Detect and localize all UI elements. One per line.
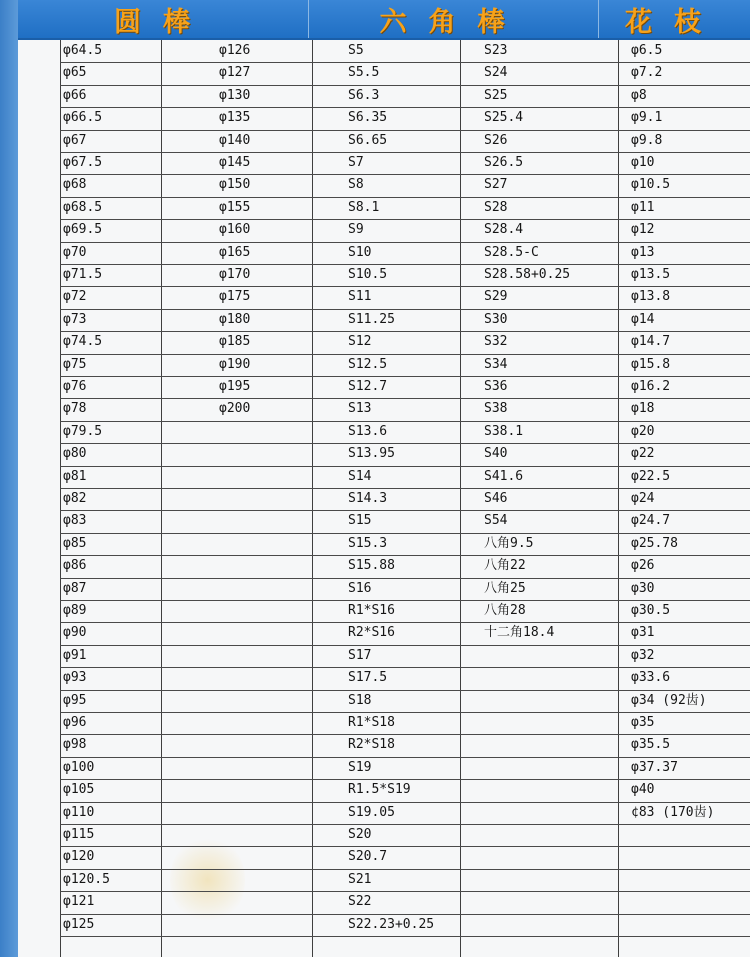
size-cell-hex-a: S5 [348,43,364,58]
header-hex-bar: 六角棒 [379,6,527,38]
size-cell-hex-a: S8 [348,177,364,192]
column-divider [161,40,162,957]
row-divider [312,891,460,892]
row-divider [60,488,312,489]
row-divider [312,219,460,220]
size-cell-hex-a: S19 [348,760,372,775]
row-divider [460,869,618,870]
size-cell-round-b: φ130 [219,88,251,103]
size-cell-round-b: φ135 [219,110,251,125]
row-divider [312,85,460,86]
row-divider [312,936,460,937]
size-cell-hex-a: S12.7 [348,379,388,394]
size-cell-round-a: φ105 [63,782,95,797]
size-cell-hex-b: S23 [484,43,508,58]
size-cell-hex-a: S12.5 [348,357,388,372]
size-cell-round-a: φ67 [63,133,87,148]
row-divider [60,533,312,534]
size-cell-round-b: φ175 [219,289,251,304]
size-cell-hex-a: S7 [348,155,364,170]
size-cell-hex-b: S46 [484,491,508,506]
size-cell-hex-a: S15.88 [348,558,395,573]
size-cell-spline: φ9.8 [631,133,663,148]
row-divider [312,62,460,63]
row-divider [460,824,618,825]
row-divider [60,802,312,803]
column-divider [460,40,461,957]
size-cell-hex-a: S21 [348,872,372,887]
size-cell-hex-a: R2*S18 [348,737,395,752]
row-divider [60,443,312,444]
column-divider [618,40,619,957]
row-divider [460,690,618,691]
size-cell-round-a: φ78 [63,401,87,416]
size-cell-spline: φ22 [631,446,655,461]
size-cell-round-a: φ125 [63,917,95,932]
row-divider [60,846,312,847]
size-cell-hex-a: R1*S16 [348,603,395,618]
size-cell-round-a: φ66 [63,88,87,103]
size-cell-round-a: φ74.5 [63,334,103,349]
size-cell-round-b: φ140 [219,133,251,148]
row-divider [60,936,312,937]
row-divider [60,354,312,355]
size-cell-round-a: φ93 [63,670,87,685]
size-cell-spline: φ30 [631,581,655,596]
size-cell-hex-a: S8.1 [348,200,380,215]
column-divider [60,40,61,957]
size-cell-round-a: φ72 [63,289,87,304]
size-cell-hex-b: S25 [484,88,508,103]
size-cell-spline: φ37.37 [631,760,678,775]
size-cell-round-b: φ180 [219,312,251,327]
size-cell-hex-a: S14 [348,469,372,484]
size-cell-round-b: φ127 [219,65,251,80]
size-cell-round-a: φ65 [63,65,87,80]
size-cell-round-a: φ83 [63,513,87,528]
size-cell-round-a: φ73 [63,312,87,327]
size-cell-hex-b: 八角22 [484,558,526,573]
row-divider [60,578,312,579]
size-cell-round-b: φ170 [219,267,251,282]
row-divider [60,85,312,86]
size-cell-hex-a: S11.25 [348,312,395,327]
size-cell-round-a: φ96 [63,715,87,730]
size-cell-hex-a: S11 [348,289,372,304]
size-cell-spline: φ24.7 [631,513,671,528]
row-divider [312,174,460,175]
row-divider [60,600,312,601]
size-cell-round-a: φ68 [63,177,87,192]
size-cell-round-a: φ98 [63,737,87,752]
size-cell-spline: φ33.6 [631,670,671,685]
size-cell-round-a: φ95 [63,693,87,708]
size-cell-hex-a: S6.35 [348,110,388,125]
size-cell-spline: φ10 [631,155,655,170]
size-cell-round-b: φ185 [219,334,251,349]
size-cell-hex-b: S34 [484,357,508,372]
row-divider [460,802,618,803]
size-cell-hex-a: S16 [348,581,372,596]
size-cell-round-a: φ85 [63,536,87,551]
row-divider [60,824,312,825]
row-divider [312,869,460,870]
size-cell-hex-b: S38.1 [484,424,524,439]
size-cell-spline: φ30.5 [631,603,671,618]
row-divider [60,779,312,780]
row-divider [312,152,460,153]
size-cell-hex-b: S36 [484,379,508,394]
size-cell-spline: φ13.8 [631,289,671,304]
size-cell-round-a: φ100 [63,760,95,775]
size-cell-round-a: φ120 [63,849,95,864]
size-cell-round-a: φ90 [63,625,87,640]
header-spline: 花枝 [625,6,723,38]
header-round-bar: 圆棒 [114,6,212,38]
size-cell-hex-b: S41.6 [484,469,524,484]
row-divider [312,645,460,646]
size-cell-spline: φ25.78 [631,536,678,551]
row-divider [60,690,312,691]
row-divider [618,936,750,937]
row-divider [312,398,460,399]
size-cell-hex-b: 八角28 [484,603,526,618]
size-cell-hex-a: S13 [348,401,372,416]
size-cell-round-b: φ160 [219,222,251,237]
size-cell-round-a: φ70 [63,245,87,260]
size-cell-round-a: φ115 [63,827,95,842]
size-cell-hex-b: S32 [484,334,508,349]
row-divider [60,555,312,556]
size-cell-hex-a: S13.95 [348,446,395,461]
row-divider [60,712,312,713]
size-cell-round-a: φ64.5 [63,43,103,58]
size-cell-hex-b: S30 [484,312,508,327]
row-divider [60,622,312,623]
row-divider [460,712,618,713]
row-divider [60,286,312,287]
size-cell-spline: φ14 [631,312,655,327]
size-cell-hex-b: S29 [484,289,508,304]
size-cell-hex-a: S9 [348,222,364,237]
size-cell-spline: φ8 [631,88,647,103]
size-cell-hex-a: S17.5 [348,670,388,685]
row-divider [60,62,312,63]
row-divider [460,645,618,646]
row-divider [60,510,312,511]
size-cell-round-a: φ80 [63,446,87,461]
size-cell-round-b: φ150 [219,177,251,192]
size-cell-hex-a: S20.7 [348,849,388,864]
size-cell-spline: φ10.5 [631,177,671,192]
size-cell-spline: φ35.5 [631,737,671,752]
size-cell-round-a: φ120.5 [63,872,110,887]
row-divider [312,286,460,287]
row-divider [460,891,618,892]
size-cell-spline: φ24 [631,491,655,506]
size-cell-hex-a: R1.5*S19 [348,782,411,797]
row-divider [312,824,460,825]
size-cell-spline: φ34 (92齿) [631,693,707,708]
row-divider [60,130,312,131]
paper-stain [170,835,245,925]
size-cell-hex-a: S14.3 [348,491,388,506]
row-divider [460,846,618,847]
size-cell-hex-a: R2*S16 [348,625,395,640]
size-cell-hex-a: S15 [348,513,372,528]
size-cell-spline: ¢83 (170齿) [631,805,715,820]
size-cell-round-a: φ89 [63,603,87,618]
row-divider [460,936,618,937]
row-divider [312,510,460,511]
size-cell-round-a: φ69.5 [63,222,103,237]
size-cell-hex-b: S28.5-C [484,245,539,260]
size-cell-hex-a: S6.3 [348,88,380,103]
size-cell-round-b: φ200 [219,401,251,416]
size-cell-hex-b: S28.58+0.25 [484,267,571,282]
size-cell-hex-b: S27 [484,177,508,192]
size-cell-spline: φ26 [631,558,655,573]
size-cell-spline: φ31 [631,625,655,640]
size-cell-hex-a: S19.05 [348,805,395,820]
row-divider [460,757,618,758]
row-divider [60,376,312,377]
row-divider [618,824,750,825]
row-divider [312,578,460,579]
size-cell-hex-b: S54 [484,513,508,528]
size-cell-round-a: φ110 [63,805,95,820]
size-cell-spline: φ6.5 [631,43,663,58]
row-divider [60,398,312,399]
size-cell-hex-a: S10.5 [348,267,388,282]
size-cell-hex-b: S28 [484,200,508,215]
size-cell-hex-b: S25.4 [484,110,524,125]
size-cell-hex-a: S22 [348,894,372,909]
size-cell-spline: φ13 [631,245,655,260]
size-cell-hex-a: R1*S18 [348,715,395,730]
size-cell-round-a: φ82 [63,491,87,506]
size-cell-hex-b: S28.4 [484,222,524,237]
row-divider [60,645,312,646]
size-cell-hex-a: S13.6 [348,424,388,439]
row-divider [312,197,460,198]
size-cell-round-a: φ75 [63,357,87,372]
row-divider [312,331,460,332]
size-cell-round-a: φ68.5 [63,200,103,215]
row-divider [460,914,618,915]
row-divider [312,690,460,691]
size-cell-hex-b: S26.5 [484,155,524,170]
size-cell-spline: φ14.7 [631,334,671,349]
row-divider [460,779,618,780]
row-divider [312,466,460,467]
row-divider [60,734,312,735]
size-cell-spline: φ13.5 [631,267,671,282]
table-header [18,0,750,40]
size-cell-hex-b: 八角9.5 [484,536,534,551]
size-cell-hex-a: S18 [348,693,372,708]
size-cell-round-b: φ155 [219,200,251,215]
size-cell-spline: φ35 [631,715,655,730]
size-cell-spline: φ16.2 [631,379,671,394]
size-cell-round-a: φ86 [63,558,87,573]
size-cell-spline: φ15.8 [631,357,671,372]
row-divider [618,869,750,870]
size-cell-round-a: φ66.5 [63,110,103,125]
size-cell-hex-a: S5.5 [348,65,380,80]
row-divider [60,242,312,243]
size-cell-round-a: φ79.5 [63,424,103,439]
row-divider [60,891,312,892]
size-cell-hex-b: S26 [484,133,508,148]
row-divider [618,846,750,847]
row-divider [60,174,312,175]
size-cell-hex-b: S24 [484,65,508,80]
size-cell-hex-b: S40 [484,446,508,461]
size-cell-hex-b: 十二角18.4 [484,625,555,640]
size-cell-hex-a: S6.65 [348,133,388,148]
row-divider [460,734,618,735]
size-cell-spline: φ7.2 [631,65,663,80]
row-divider [312,242,460,243]
row-divider [60,466,312,467]
size-cell-spline: φ11 [631,200,655,215]
size-cell-round-a: φ76 [63,379,87,394]
row-divider [460,667,618,668]
size-cell-hex-a: S20 [348,827,372,842]
size-cell-round-a: φ91 [63,648,87,663]
row-divider [618,891,750,892]
row-divider [312,757,460,758]
size-cell-hex-a: S12 [348,334,372,349]
size-cell-round-a: φ71.5 [63,267,103,282]
size-cell-hex-a: S22.23+0.25 [348,917,435,932]
column-divider [312,40,313,957]
row-divider [60,309,312,310]
size-cell-round-a: φ121 [63,894,95,909]
row-divider [60,757,312,758]
size-cell-round-a: φ87 [63,581,87,596]
size-cell-hex-b: S38 [484,401,508,416]
size-cell-hex-a: S15.3 [348,536,388,551]
size-cell-spline: φ32 [631,648,655,663]
size-cell-round-a: φ67.5 [63,155,103,170]
size-cell-hex-a: S17 [348,648,372,663]
size-cell-round-b: φ126 [219,43,251,58]
size-cell-hex-b: 八角25 [484,581,526,596]
size-cell-round-b: φ165 [219,245,251,260]
size-cell-spline: φ40 [631,782,655,797]
row-divider [60,667,312,668]
row-divider [618,914,750,915]
size-cell-round-a: φ81 [63,469,87,484]
size-cell-round-b: φ195 [219,379,251,394]
size-cell-spline: φ22.5 [631,469,671,484]
size-cell-spline: φ18 [631,401,655,416]
row-divider [60,914,312,915]
size-cell-round-b: φ145 [219,155,251,170]
size-cell-hex-a: S10 [348,245,372,260]
size-cell-spline: φ12 [631,222,655,237]
size-cell-round-b: φ190 [219,357,251,372]
size-cell-spline: φ20 [631,424,655,439]
size-cell-spline: φ9.1 [631,110,663,125]
